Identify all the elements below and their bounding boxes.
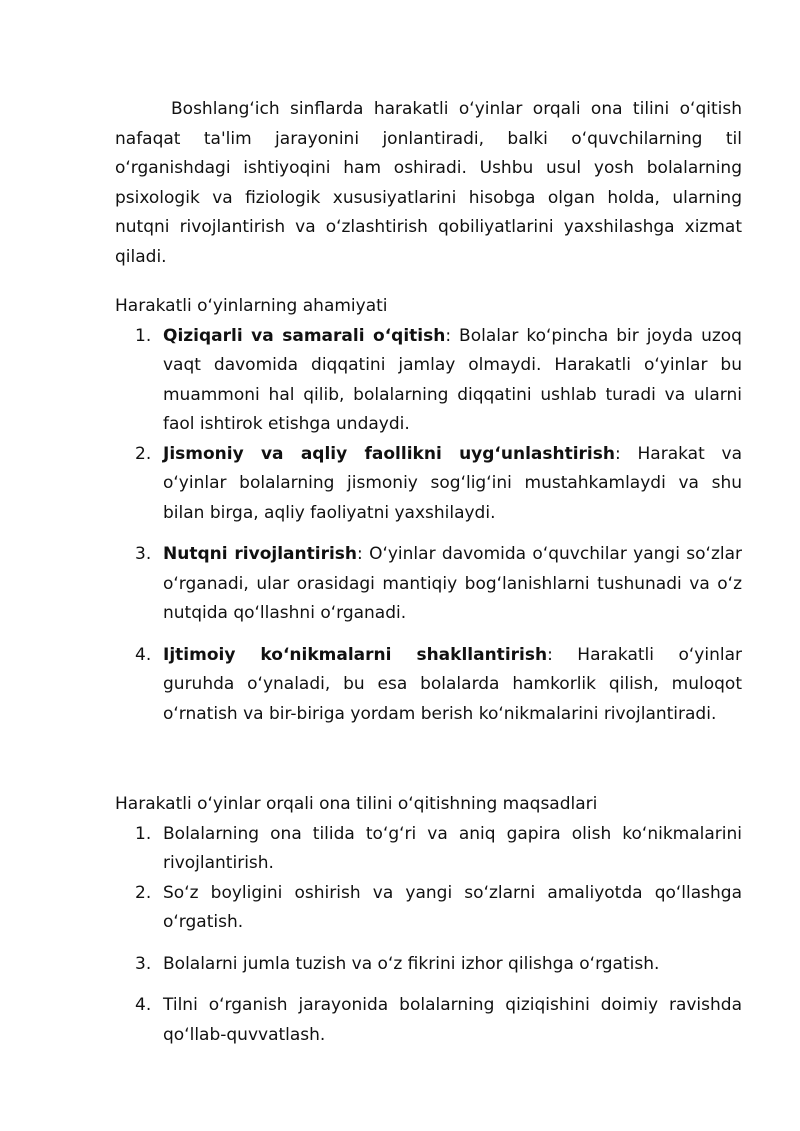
intro-paragraph: Boshlang‘ich sinflarda harakatli o‘yinlar orqali ona tilini o‘qitish nafaqat ta'lim jarayonini jonlantiradi, balki o‘quvchilarning til o‘rganishdagi ishtiyoqini ham oshiradi. Ushbu usul yosh bolalarning psixologik va fiziologik xususiyatlarini hisobga olgan holda, ularning nutqni rivojlantirish va o‘zlashtirish qobiliyatlarini yaxshilashga xizmat qiladi. [115, 99, 742, 267]
importance-list [115, 322, 742, 730]
list-item-term: Nutqni rivojlantirish [163, 544, 358, 564]
section-heading-importance: Harakatli o‘yinlarning ahamiyati [115, 296, 388, 316]
goals-list [115, 820, 742, 1051]
list-item [115, 950, 742, 980]
list-number: 3. [135, 544, 152, 564]
list-number: 1. [135, 325, 152, 346]
list-number: 2. [135, 443, 152, 464]
list-number: 3. [135, 953, 152, 974]
list-item-text: Bolalarni jumla tuzish va o‘z fikrini izhor qilishga o‘rgatish. [163, 953, 660, 974]
list-item-text: Bolalarning ona tilida to‘g‘ri va aniq gapira olish ko‘nikmalarini rivojlantirish. [163, 823, 742, 873]
list-item-term: Ijtimoiy ko‘nikmalarni shakllantirish [163, 644, 548, 665]
list-item [115, 440, 742, 529]
list-item-text: Tilni o‘rganish jarayonida bolalarning qiziqishini doimiy ravishda qo‘llab-quvvatlash. [163, 995, 742, 1045]
list-number: 4. [135, 644, 152, 665]
list-item-term: Jismoniy va aqliy faollikni uyg‘unlashtirish [163, 443, 615, 464]
section-heading-goals: Harakatli o‘yinlar orqali ona tilini o‘qitishning maqsadlari [115, 794, 598, 814]
list-item [115, 540, 742, 629]
list-item-text: : Harakatli o‘yinlar guruhda o‘ynaladi, bu esa bolalarda hamkorlik qilish, muloqot o‘rnatish va bir-biriga yordam berish ko‘nikmalarini rivojlantiradi. [163, 644, 742, 724]
list-item [115, 879, 742, 938]
list-item-text: : Bolalar ko‘pincha bir joyda uzoq vaqt davomida diqqatini jamlay olmaydi. Harakatli o‘yinlar bu muammoni hal qilib, bolalarning diqqatini ushlab turadi va ularni faol ishtirok etishga undaydi. [163, 325, 742, 434]
list-number: 2. [135, 882, 152, 903]
list-item-term: Qiziqarli va samarali o‘qitish [163, 325, 446, 346]
list-number: 4. [135, 995, 152, 1015]
list-item [115, 991, 742, 1050]
list-item-text: : Harakat va o‘yinlar bolalarning jismoniy sog‘lig‘ini mustahkamlaydi va shu bilan birga, aqliy faoliyatni yaxshilaydi. [163, 443, 743, 523]
list-item [115, 820, 742, 879]
list-number: 1. [135, 823, 152, 844]
document-page [115, 95, 742, 1050]
list-item-text: : O‘yinlar davomida o‘quvchilar yangi so‘zlar o‘rganadi, ular orasidagi mantiqiy bog‘lanishlarni tushunadi va o‘z nutqida qo‘llashni o‘rganadi. [163, 544, 742, 623]
list-item-text: So‘z boyligini oshirish va yangi so‘zlarni amaliyotda qo‘llashga o‘rgatish. [163, 882, 742, 932]
list-item [115, 641, 742, 730]
list-item [115, 322, 742, 440]
